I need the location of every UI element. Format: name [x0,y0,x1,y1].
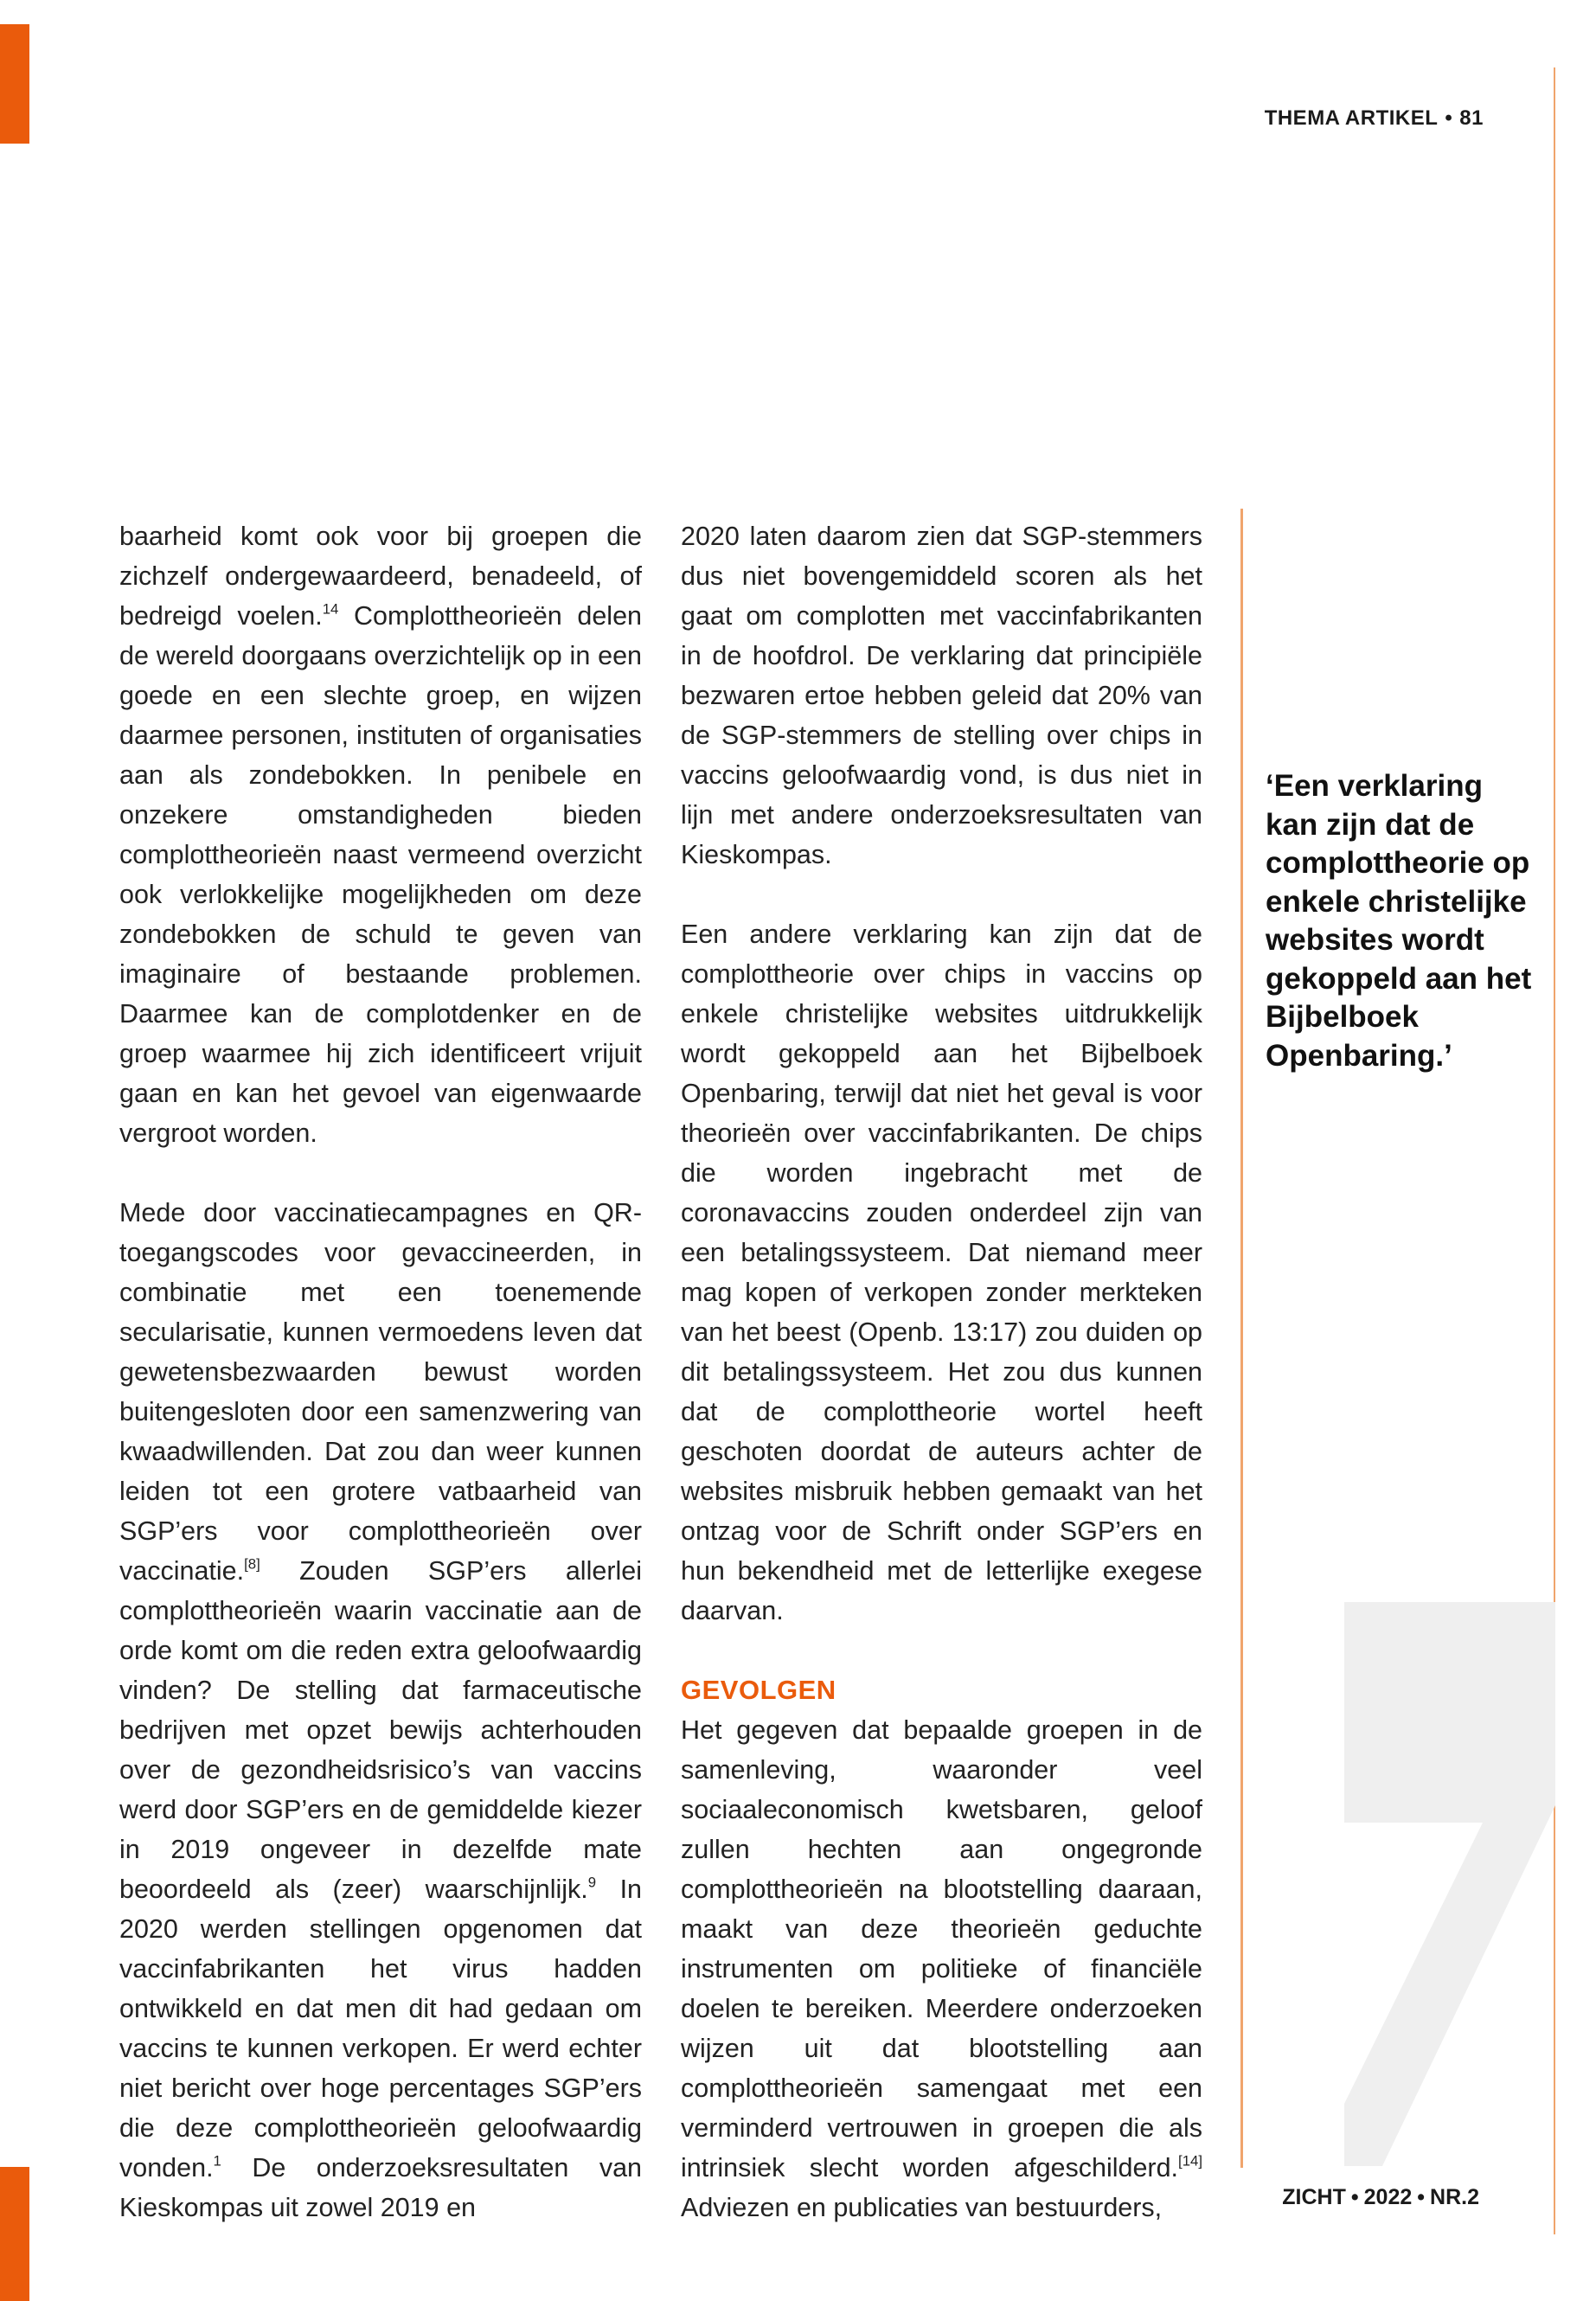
footer-separator: • [1350,2185,1359,2209]
issue-number: NR.2 [1430,2185,1479,2209]
page-number: 81 [1459,106,1484,130]
orange-edge-bar-bottom [0,2167,29,2301]
header-separator: • [1445,106,1453,130]
pull-quote-rule [1240,509,1243,2168]
z-logo-shape [1344,1602,1555,2166]
footnote-ref[interactable]: 14 [322,600,339,618]
footnote-ref[interactable]: 1 [213,2152,221,2170]
middle-column [681,516,1202,2227]
magazine-name: ZICHT [1282,2185,1346,2209]
running-footer [1282,2185,1479,2210]
footnote-ref[interactable]: [14] [1178,2152,1202,2170]
paragraph: 2020 laten daarom zien dat SGP-stemmers dus niet bovengemiddeld scoren als het gaat om complotten met vaccinfabrikanten in de hoofdrol. De verklaring dat principiële bezwaren ertoe hebben geleid dat 20% van de SGP-stemmers de stelling over chips in vaccins geloofwaardig vond, is dus niet in lijn met andere onderzoeksresultaten van Kieskompas. [681,522,1202,869]
left-column [119,516,642,2227]
paragraph: baarheid komt ook voor bij groepen die zichzelf ondergewaardeerd, benadeeld, of bedreigd voelen.$^{14}$ Complottheorieën delen de wereld doorgaans overzichtelijk op in een goede en een slechte groep, en wijzen daarmee personen, instituten of organisaties aan als zondebokken. In penibele en onzekere omstandigheden bieden complottheorieën naast vermeend overzicht ook verlokkelijke mogelijkheden om deze zondebokken de schuld te geven van imaginaire of bestaande problemen. Daarmee kan de complotdenker en de groep waarmee hij zich identificeert vrijuit gaan en kan het gevoel van eigenwaarde vergroot worden. [119,522,642,1148]
section-label: THEMA ARTIKEL [1264,106,1439,130]
paragraph: GEVOLGEN Het gegeven dat bepaalde groepen in de samenleving, waaronder veel sociaaleconomisch kwetsbaren, geloof zullen hechten aan ongegronde complottheorieën na blootstelling daaraan, maakt van deze theorieën geduchte instrumenten om politieke of financiële doelen te bereiken. Meerdere onderzoeken wijzen uit dat blootstelling aan complottheorieën samengaat met een verminderd vertrouwen in groepen die als intrinsiek slecht worden afgeschilderd.[14] Adviezen en publicaties van bestuurders, [681,1670,1202,2227]
footnote-ref[interactable]: [8] [244,1555,260,1573]
footer-separator: • [1417,2185,1426,2209]
paragraph: Mede door vaccinatiecampagnes en QR-toegangscodes voor gevaccineerden, in combinatie met een toenemende secularisatie, kunnen vermoedens leven dat gewetensbezwaarden bewust worden buitengesloten door een samenzwering van kwaadwillenden. Dat zou dan weer kunnen leiden tot een grotere vatbaarheid van SGP’ers voor complottheorieën over vaccinatie.[8] Zouden SGP’ers allerlei complottheorieën waarin vaccinatie aan de orde komt om die reden extra geloofwaardig vinden? De stelling dat farmaceutische bedrijven met opzet bewijs achterhouden over de gezondheidsrisico’s van vaccins werd door SGP’ers en de gemiddelde kiezer in 2019 ongeveer in dezelfde mate beoordeeld als (zeer) waarschijnlijk.$^9$ In 2020 werden stellingen opgenomen dat vaccinfabrikanten het virus hadden ontwikkeld en dat men dit had gedaan om vaccins te kunnen verkopen. Er werd echter niet bericht over hoge percentages SGP’ers die deze complottheorieën geloofwaardig vonden.$^1$ De onderzoeksresultaten van Kieskompas uit zowel 2019 en [119,1198,643,2222]
pull-quote: ‘Een verklaring kan zijn dat de complottheorie op enkele christelijke websites wordt gekoppeld aan het Bijbelboek Openbaring.’ [1266,769,1532,1073]
paragraph: Een andere verklaring kan zijn dat de complottheorie over chips in vaccins op enkele christelijke websites uitdrukkelijk wordt gekoppeld aan het Bijbelboek Openbaring, terwijl dat niet het geval is voor theorieën over vaccinfabrikanten. De chips die worden ingebracht met de coronavaccins zouden onderdeel zijn van een betalingssysteem. Dat niemand meer mag kopen of verkopen zonder merkteken van het beest (Openb. 13:17) zou duiden op dit betalingssysteem. Het zou dus kunnen dat de complottheorie wortel heeft geschoten doordat de auteurs achter de websites misbruik hebben gemaakt van het ontzag voor de Schrift onder SGP’ers en hun bekendheid met de letterlijke exegese daarvan. [681,920,1202,1625]
year: 2022 [1363,2185,1413,2209]
running-header [1265,106,1484,131]
orange-edge-bar-top [0,24,29,144]
z-logo-decoration [1344,1602,1555,2166]
footnote-ref[interactable]: 9 [587,1874,597,1891]
section-heading: GEVOLGEN [681,1675,836,1705]
